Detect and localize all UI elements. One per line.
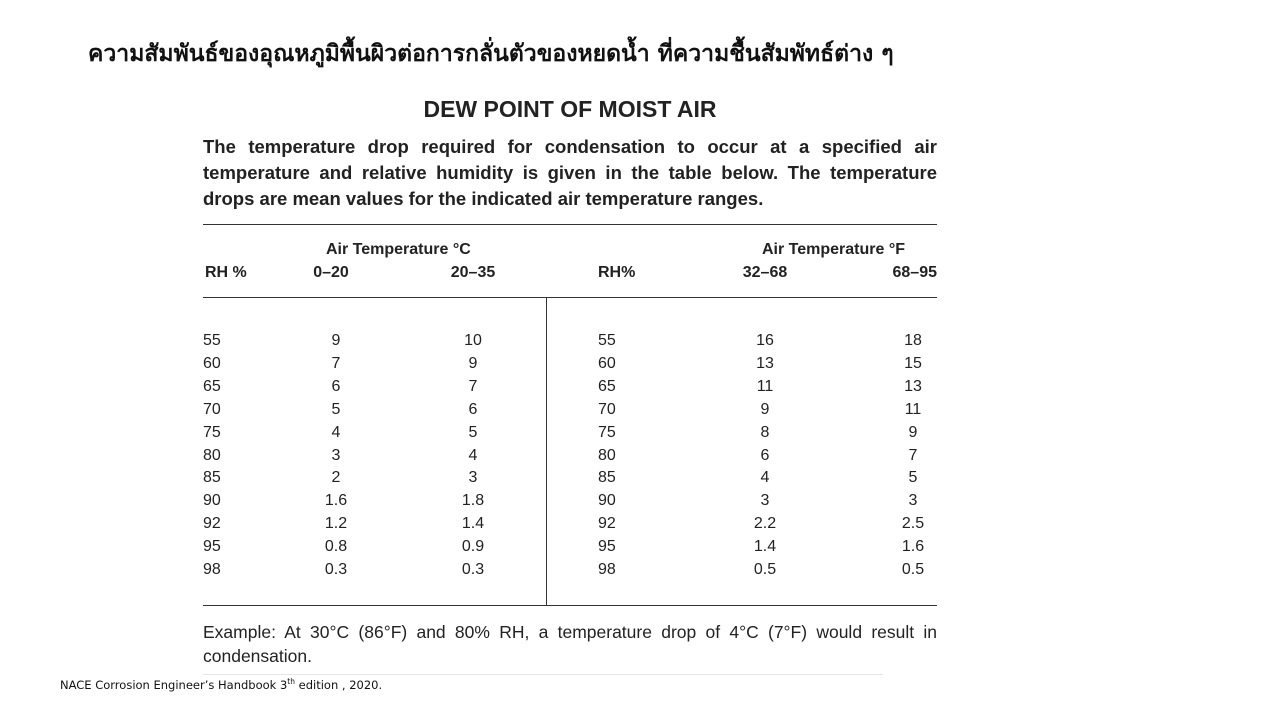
cell-celsius-20-35: 1.4 <box>461 515 485 533</box>
cell-rh-celsius: 90 <box>203 492 221 510</box>
cell-celsius-20-35: 3 <box>468 469 478 487</box>
cell-rh-celsius: 85 <box>203 469 221 487</box>
cell-celsius-0-20: 0.3 <box>324 561 348 578</box>
celsius-rh-header: RH % <box>205 264 247 281</box>
cell-rh-fahrenheit: 70 <box>598 400 616 418</box>
footer-divider <box>203 674 883 675</box>
cell-celsius-0-20: 5 <box>331 400 341 418</box>
cell-celsius-20-35: 10 <box>464 332 482 349</box>
table-bottom-rule <box>203 605 937 606</box>
cell-fahrenheit-68-95: 5 <box>908 469 918 487</box>
cell-fahrenheit-68-95: 2.5 <box>901 515 925 533</box>
cell-celsius-0-20: 1.2 <box>324 515 348 533</box>
cell-rh-fahrenheit: 55 <box>598 332 616 349</box>
cell-fahrenheit-68-95: 7 <box>908 446 918 464</box>
cell-rh-celsius: 95 <box>203 538 221 556</box>
table-header-rule <box>203 297 937 298</box>
table-center-divider <box>546 298 547 605</box>
cell-celsius-0-20: 9 <box>331 332 341 349</box>
cell-celsius-0-20: 6 <box>331 377 341 395</box>
cell-fahrenheit-32-68: 2.2 <box>753 515 777 533</box>
fahrenheit-group-header: Air Temperature °F <box>762 241 906 258</box>
cell-celsius-0-20: 3 <box>331 446 341 464</box>
cell-rh-celsius: 98 <box>203 561 221 578</box>
cell-fahrenheit-68-95: 0.5 <box>901 561 925 578</box>
cell-celsius-20-35: 0.3 <box>461 561 485 578</box>
intro-paragraph: The temperature drop required for condensation to occur at a specified air temperature and relative humidity is given in the table below. The temperature drops are mean values for the indicated air temperature ranges. <box>203 136 937 209</box>
cell-fahrenheit-68-95: 13 <box>904 377 922 395</box>
cell-rh-fahrenheit: 85 <box>598 469 616 487</box>
cell-fahrenheit-32-68: 11 <box>756 377 774 395</box>
cell-fahrenheit-68-95: 1.6 <box>901 538 925 556</box>
cell-rh-celsius: 55 <box>203 332 221 349</box>
cell-fahrenheit-32-68: 3 <box>760 492 770 510</box>
cell-fahrenheit-32-68: 13 <box>756 354 774 372</box>
fahrenheit-col2-header: 68–95 <box>892 264 937 281</box>
cell-fahrenheit-68-95: 11 <box>904 400 922 418</box>
cell-rh-fahrenheit: 90 <box>598 492 616 510</box>
cell-celsius-20-35: 9 <box>468 354 478 372</box>
cell-fahrenheit-68-95: 3 <box>908 492 918 510</box>
cell-rh-celsius: 70 <box>203 400 221 418</box>
cell-fahrenheit-68-95: 9 <box>908 423 918 441</box>
cell-fahrenheit-32-68: 6 <box>760 446 770 464</box>
cell-celsius-20-35: 1.8 <box>461 492 485 510</box>
cell-rh-fahrenheit: 92 <box>598 515 616 533</box>
citation-edition: edition , 2020. <box>295 677 383 692</box>
cell-rh-fahrenheit: 75 <box>598 423 616 441</box>
citation <box>60 677 382 692</box>
cell-rh-celsius: 92 <box>203 515 221 533</box>
cell-rh-fahrenheit: 80 <box>598 446 616 464</box>
cell-rh-fahrenheit: 98 <box>598 561 616 578</box>
cell-rh-celsius: 60 <box>203 354 221 372</box>
cell-fahrenheit-68-95: 15 <box>904 354 922 372</box>
cell-rh-fahrenheit: 60 <box>598 354 616 372</box>
table-top-rule <box>203 224 937 225</box>
cell-fahrenheit-32-68: 8 <box>760 423 770 441</box>
cell-celsius-20-35: 7 <box>468 377 478 395</box>
celsius-group-header: Air Temperature °C <box>326 241 471 258</box>
cell-celsius-20-35: 0.9 <box>461 538 485 556</box>
cell-fahrenheit-68-95: 18 <box>904 332 922 349</box>
slide-title: ความสัมพันธ์ของอุณหภูมิพื้นผิวต่อการกลั่นตัวของหยดน้ำ ที่ความชื้นสัมพัทธ์ต่าง ๆ <box>88 41 894 67</box>
cell-fahrenheit-32-68: 0.5 <box>753 561 777 578</box>
fahrenheit-col1-header: 32–68 <box>742 264 788 281</box>
cell-celsius-0-20: 4 <box>331 423 341 441</box>
cell-rh-celsius: 80 <box>203 446 221 464</box>
citation-superscript: th <box>287 677 295 686</box>
cell-rh-celsius: 65 <box>203 377 221 395</box>
cell-celsius-0-20: 0.8 <box>324 538 348 556</box>
celsius-col2-header: 20–35 <box>450 264 496 281</box>
cell-fahrenheit-32-68: 9 <box>760 400 770 418</box>
cell-celsius-0-20: 7 <box>331 354 341 372</box>
citation-text: NACE Corrosion Engineer’s Handbook 3 <box>60 677 288 692</box>
cell-rh-fahrenheit: 95 <box>598 538 616 556</box>
document-heading: DEW POINT OF MOIST AIR <box>423 96 717 122</box>
fahrenheit-rh-header: RH% <box>598 264 636 281</box>
cell-celsius-0-20: 2 <box>331 469 341 487</box>
cell-fahrenheit-32-68: 16 <box>756 332 774 349</box>
example-note: Example: At 30°C (86°F) and 80% RH, a temperature drop of 4°C (7°F) would result in condensation. <box>203 622 937 666</box>
cell-celsius-20-35: 6 <box>468 400 478 418</box>
cell-rh-fahrenheit: 65 <box>598 377 616 395</box>
cell-fahrenheit-32-68: 1.4 <box>753 538 777 556</box>
cell-celsius-20-35: 4 <box>468 446 478 464</box>
cell-celsius-20-35: 5 <box>468 423 478 441</box>
cell-fahrenheit-32-68: 4 <box>760 469 770 487</box>
cell-rh-celsius: 75 <box>203 423 221 441</box>
celsius-col1-header: 0–20 <box>313 264 349 281</box>
cell-celsius-0-20: 1.6 <box>324 492 348 510</box>
